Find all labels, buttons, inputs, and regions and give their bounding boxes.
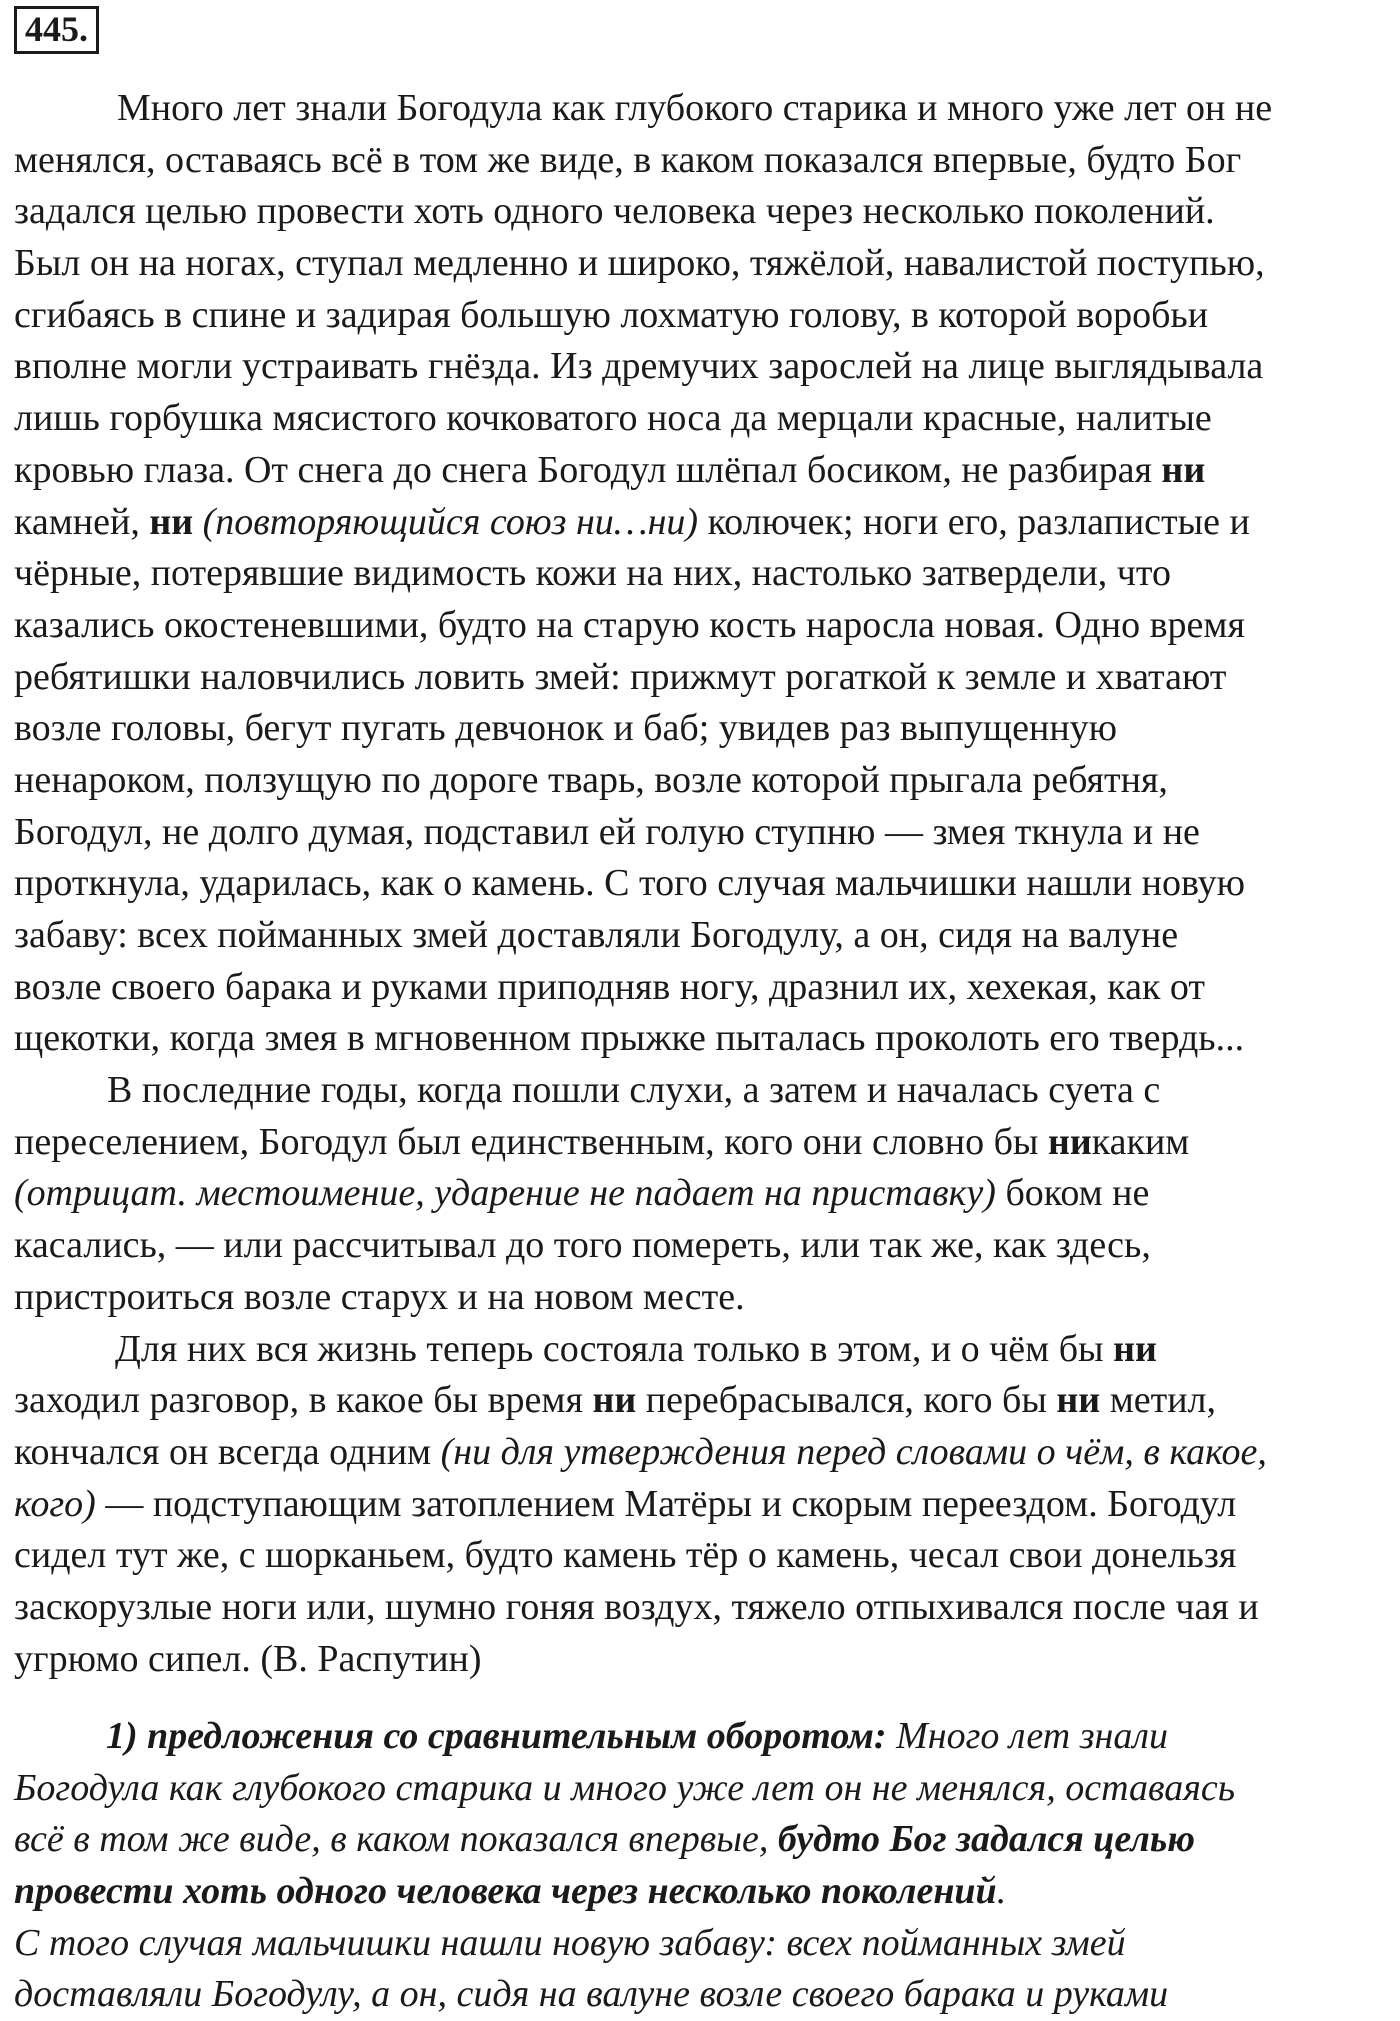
text-line xyxy=(14,1479,1394,1531)
text-line xyxy=(14,548,1394,600)
text-line xyxy=(14,1582,1394,1634)
text-line xyxy=(14,1634,1394,1686)
italic-text: (ни для утверждения перед словами о чём, в какое, xyxy=(440,1430,1267,1473)
text-segment: сидел тут же, с шорканьем, будто камень тёр о камень, чесал свои донельзя xyxy=(14,1534,1237,1577)
italic-text: доставляли Богодулу, а он, сидя на валуне возле своего барака и руками xyxy=(14,1973,1169,2016)
text-segment: возле головы, бегут пугать девчонок и баб; увидев раз выпущенную xyxy=(14,707,1118,750)
text-segment: каким xyxy=(1091,1120,1190,1163)
text-line xyxy=(14,703,1394,755)
italic-text: всё в том же виде, в каком показался впервые, xyxy=(14,1818,778,1861)
text-segment: метил, xyxy=(1100,1379,1217,1422)
text-segment: сгибаясь в спине и задирая большую лохматую голову, в которой воробьи xyxy=(14,293,1209,336)
text-segment: касались, — или рассчитывал до того помереть, или так же, как здесь, xyxy=(14,1224,1151,1267)
text-segment: вполне могли устраивать гнёзда. Из дремучих зарослей на лице выглядывала xyxy=(14,345,1264,388)
text-segment: щекотки, когда змея в мгновенном прыжке пыталась проколоть его твердь... xyxy=(14,1017,1245,1060)
main-text xyxy=(14,83,1394,1685)
text-segment: ребятишки наловчились ловить змей: прижмут рогаткой к земле и хватают xyxy=(14,655,1227,698)
text-segment: забаву: всех пойманных змей доставляли Богодулу, а он, сидя на валуне xyxy=(14,914,1179,956)
bold-text: ни xyxy=(149,500,194,543)
italic-text: . xyxy=(996,1870,1007,1913)
text-line xyxy=(14,1530,1394,1582)
text-line xyxy=(14,962,1394,1014)
text-segment: кончался он всегда одним xyxy=(14,1430,441,1473)
text-segment: лишь горбушка мясистого кочковатого носа да мерцали красные, налитые xyxy=(14,397,1212,440)
text-segment: Для них вся жизнь теперь состояла только в этом, и о чём бы xyxy=(115,1327,1114,1370)
text-line xyxy=(14,600,1394,652)
italic-text: кого) xyxy=(14,1482,96,1525)
italic-text: Много лет знали xyxy=(886,1715,1168,1757)
text-segment: пристроиться возле старух и на новом месте. xyxy=(14,1275,745,1318)
text-line xyxy=(14,393,1394,445)
italic-text: (отрицат. местоимение, ударение не падает на приставку) xyxy=(14,1172,996,1215)
answer-line xyxy=(14,1969,1394,2021)
answer-line xyxy=(14,1918,1394,1970)
bold-text: ни xyxy=(1113,1327,1157,1370)
text-line xyxy=(14,910,1394,962)
text-segment: казались окостеневшими, будто на старую кость наросла новая. Одно время xyxy=(14,603,1245,646)
exercise-number: 445. xyxy=(14,6,99,54)
text-line xyxy=(14,1065,1394,1117)
text-line xyxy=(14,858,1394,910)
text-line xyxy=(14,445,1394,497)
text-segment: перебрасывался, кого бы xyxy=(636,1379,1057,1422)
text-line xyxy=(14,1427,1394,1479)
text-segment: — подступающим затоплением Матёры и скорым переездом. Богодул xyxy=(95,1482,1237,1525)
text-line xyxy=(14,1013,1394,1065)
bold-text: будто Бог задался целью xyxy=(777,1818,1195,1861)
text-line xyxy=(14,652,1394,704)
text-line xyxy=(14,238,1394,290)
text-segment: проткнула, ударилась, как о камень. С того случая мальчишки нашли новую xyxy=(14,862,1246,905)
text-line xyxy=(14,186,1394,238)
text-segment: задался целью провести хоть одного человека через несколько поколений. xyxy=(14,190,1215,233)
text-segment: заходил разговор, в какое бы время xyxy=(14,1379,593,1422)
text-line xyxy=(14,1375,1394,1427)
bold-text: ни xyxy=(1056,1379,1101,1422)
text-line xyxy=(14,1168,1394,1220)
text-segment: чёрные, потерявшие видимость кожи на них, настолько затвердели, что xyxy=(14,552,1171,595)
text-line xyxy=(14,755,1394,807)
answer-line xyxy=(14,1763,1394,1815)
text-segment: камней, xyxy=(14,500,150,543)
text-segment: заскорузлые ноги или, шумно гоняя воздух, тяжело отпыхивался после чая и xyxy=(14,1585,1259,1628)
italic-text: (повторяющийся союз ни…ни) xyxy=(202,500,699,543)
text-line xyxy=(14,1272,1394,1324)
text-segment: ненароком, ползущую по дороге тварь, возле которой прыгала ребятня, xyxy=(14,758,1168,801)
text-segment: переселением, Богодул был единственным, кого они словно бы xyxy=(14,1120,1048,1163)
bold-text: 1) предложения со сравнительным оборотом: xyxy=(106,1715,887,1757)
text-line xyxy=(14,290,1394,342)
text-segment: возле своего барака и руками приподняв ногу, дразнил их, хехекая, как от xyxy=(14,965,1206,1008)
text-segment: Много лет знали Богодула как глубокого старика и много уже лет он не xyxy=(117,87,1273,129)
text-segment: боком не xyxy=(995,1172,1150,1215)
bold-text: ни xyxy=(592,1379,637,1422)
italic-text: С того случая мальчишки нашли новую забаву: всех пойманных змей xyxy=(14,1921,1126,1964)
text-segment: Богодул, не долго думая, подставил ей голую ступню — змея ткнула и не xyxy=(14,810,1200,853)
text-line xyxy=(14,807,1394,859)
text-line xyxy=(14,1324,1394,1376)
text-line xyxy=(14,1220,1394,1272)
text-segment: кровью глаза. От снега до снега Богодул шлёпал босиком, не разбирая xyxy=(14,448,1162,491)
text-line xyxy=(14,83,1394,135)
text-segment: Был он на ногах, ступал медленно и широко, тяжёлой, навалистой поступью, xyxy=(14,242,1265,285)
italic-text: Богодула как глубокого старика и много уже лет он не менялся, оставаясь xyxy=(14,1766,1236,1809)
text-line xyxy=(14,135,1394,187)
bold-text: провести хоть одного человека через несколько поколений xyxy=(14,1870,997,1913)
text-segment: В последние годы, когда пошли слухи, а затем и началась суета с xyxy=(107,1069,1161,1112)
answer-text xyxy=(14,1711,1394,2021)
bold-text: ни xyxy=(1047,1120,1092,1163)
text-line xyxy=(14,497,1394,549)
text-line xyxy=(14,341,1394,393)
answer-line xyxy=(14,1814,1394,1866)
bold-text: ни xyxy=(1161,448,1206,491)
text-segment: угрюмо сипел. (В. Распутин) xyxy=(14,1637,482,1680)
text-segment: менялся, оставаясь всё в том же виде, в каком показался впервые, будто Бог xyxy=(14,138,1242,181)
answer-line xyxy=(14,1711,1394,1763)
text-segment xyxy=(193,501,203,543)
text-line xyxy=(14,1117,1394,1169)
answer-line xyxy=(14,1866,1394,1918)
text-segment: колючек; ноги его, разлапистые и xyxy=(698,500,1250,543)
